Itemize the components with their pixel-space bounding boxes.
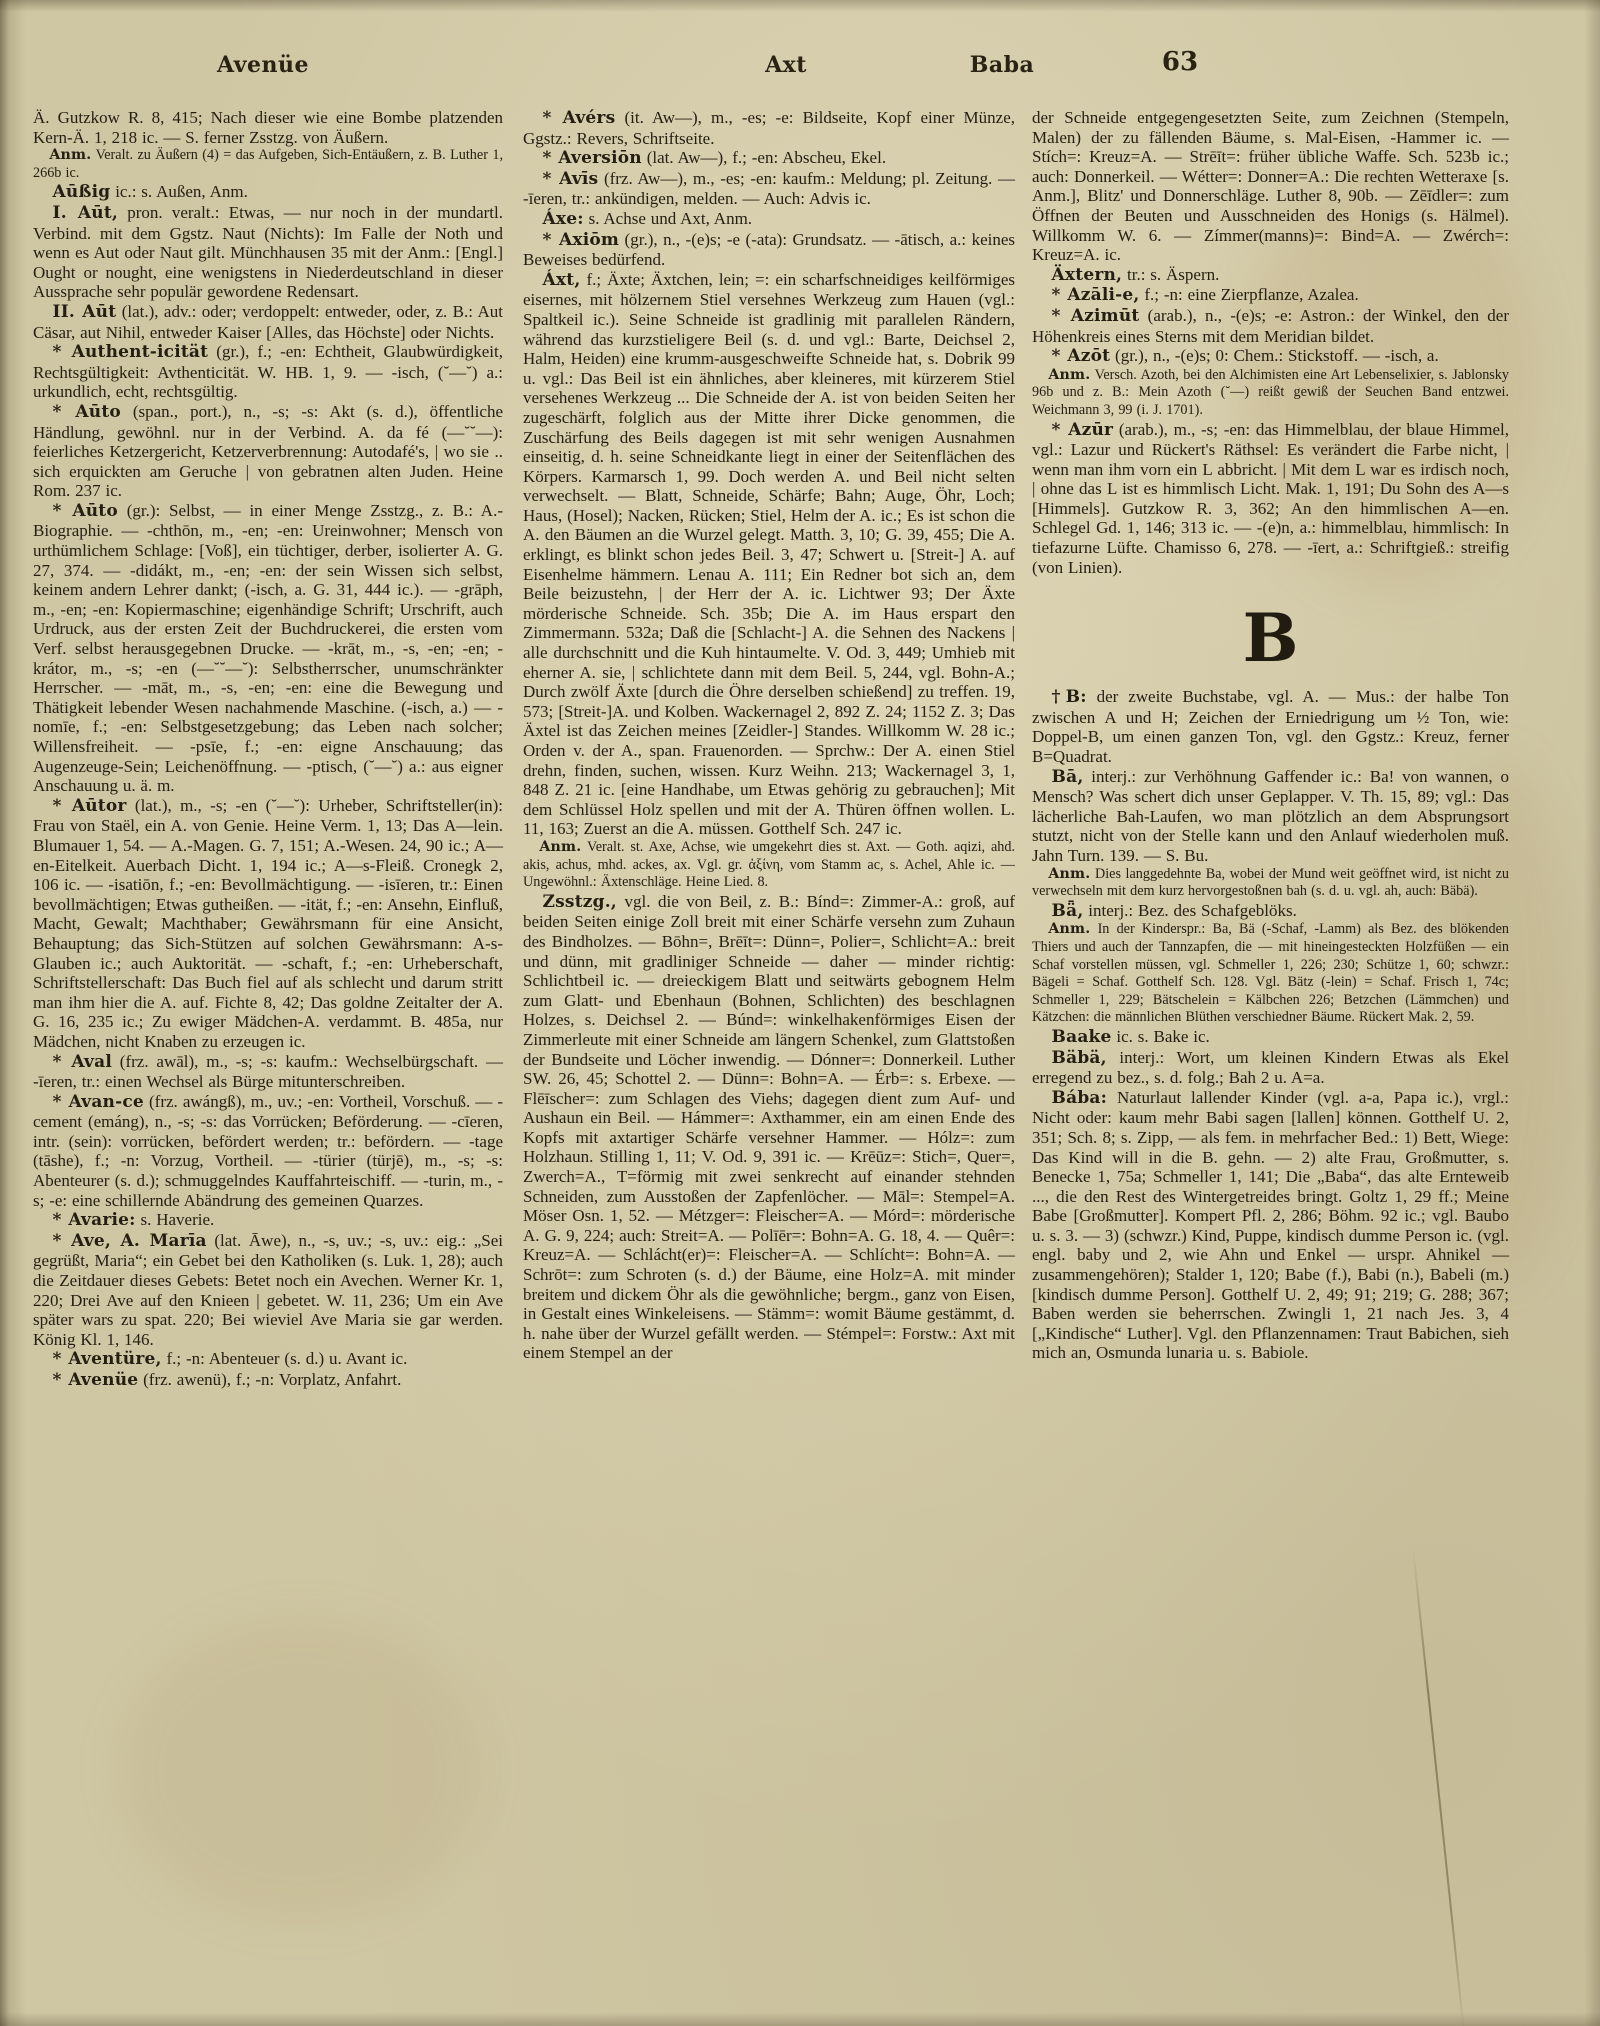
entry-text: vgl. die von Beil, z. B.: Bínd=: Zimmer-A.: groß, auf beiden Seiten einige Zoll breit mit einer Schärfe versehn zum Zuhaun des Bindholzes. — Bōhn=, Brēīt=: Dünn=, Polier=, Schlicht=A.: breit und dünn, mit gradliniger Schneide — daher — minder richtig: Schlichtbeil ic. — dreieckigem Blatt und seitwärts gebognem Helm zum Glatt- und Ebenhaun (Bohnen, Schlichten) des beschlagnen Holzes, s. Deichsel 2. — Búnd=: winkelhakenförmiges Eisen der Zimmerleute mit einer Schneide am längern Schenkel, zum Glattstoßen der Bundseite und Löcher inwendig. — Dónner=: Donnerkeil. Luther SW. 26, 45; Schottel 2. — Dünn=: Bohn=A. — Érb=: s. Erbexe. — Flēīscher=: zum Schlagen des Viehs; dagegen dient zum Auf- und Aushaun ein Beil. — Hámmer=: Axthammer, ein am einen Ende des Kopfs mit axtartiger Schärfe versehner Hammer. — Hólz=: zum Holzhaun. Stilling 1, 11; V. Od. 9, 391 ic. — Krēūz=: Stich=, Quer=, Zwerch=A., T=förmig mit zwei senkrecht auf einander stehnden Schneiden, zum Ausstoßen der Zapfenlöcher. — Māl=: Stempel=A. Möser Osn. 1, 52. — Métzger=: Fleischer=A. — Mórd=: mörderische A. G. 9, 224; auch: Streit=A. — Polīēr=: Bohn=A. G. 18, 4. — Quêr=: Kreuz=A. — Schlácht(er)=: Fleischer=A. — Schlícht=: Bohn=A. — Schrōt=: zum Schroten (s. d.) der Bäume, eine Holz=A. mit minder breitem und dickem Öhr als die gewöhnliche; bergm., ganz von Eisen, in Gestalt eines Winkeleisens. — Stämm=: womit Bäume gestämmt, d. h. nahe über der Wurzel gefällt werden. — Stémpel=: Forstw.: Axt mit einem Stempel an der	[523, 891, 1015, 1363]
headword: * Axiōm	[542, 229, 620, 250]
column-3	[1032, 108, 1509, 1363]
entry-text: f.; Äxte; Äxtchen, lein; =: ein scharfschneidiges keilförmiges eisernes, mit hölzernem Stiel versehnes Werkzeug zum Hauen (vgl.: Spaltkeil ic.). Seine Schneide ist gradlinig mit parallelen Rändern, während das kurzstieligere Beil (s. d. und vgl.: Barte, Deichsel 2, Halm, Heiden) eine krumm-ausgeschweifte Schneide hat, s. Dobrik 99 u. vgl.: Das Beil ist ein ähnliches, aber kleineres, mit kürzerem Stiel versehenes Werkzeug ... Die Schneide der A. ist von beiden Seiten her zugeschärft, folglich aus der Mitte ihrer Dicke genommen, die Zuschärfung des Beils dagegen ist mit sehr wenigen Ausnahmen einseitig, d. h. seine Schneidkante liegt in einer der Seitenflächen des Körpers. Karmarsch 1, 99. Doch werden A. und Beil nicht selten verwechselt. — Blatt, Schneide, Schärfe; Bahn; Auge, Öhr, Loch; Haus, (Hosel); Nacken, Rücken; Stiel, Helm der A. ic.; Es ist schon die A. den Bäumen an die Wurzel gelegt. Matth. 3, 10; G. 39, 455; Die A. erklingt, es blinkt schon jedes Beil. 3, 47; Schwert u. [Streit-] A. auf Eisenhelme hämmern. Lenau A. 111; Ein Redner bot sich an, dem Beile beizustehn, | der Herr der A. ic. Lichtwer 93; Der Äxte mörderische Schneide. Sch. 35b; Die A. im Haus erspart den Zimmermann. 532a; Daß die [Schlacht-] A. die Sehnen des Nackens | alle durchschnitt und die Kuh hintaumelte. V. Od. 3, 449; Umhieb mit eherner A. sie, | schlichtete dann mit dem Beil. 5, 244, vgl. Bohn-A.; Durch zwölf Äxte [durch die Öhre derselben schießend] zu treffen. 19, 573; [Streit-]A. und Kolben. Wackernagel 2, 892 Z. 24; 1152 Z. 3; Das Äxtel ist das Zeichen meines [Zeidler-] Standes. Willkomm W. 28 ic.; Orden v. der A., span. Frauenorden. — Sprchw.: Der A. einen Stiel drehn, finden, suchen, wissen. Kurz Weihn. 213; Wackernagel 3, 1, 848 Z. 21 ic. [eine Handhabe, um Etwas gehörig zu gebrauchen]; Mit dem Schlüssel Holz spellen und mit der A. Thüren öffnen wollen. L. 11, 163; Zuerst an die A. müssen. Gotthelf Sch. 247 ic.	[523, 269, 1015, 839]
column-1	[33, 108, 503, 1391]
headword: Bäbä,	[1051, 1047, 1107, 1068]
entry-text: s. Achse und Axt, Anm.	[583, 208, 753, 228]
entry-text: (gr.), n., -(e)s; 0: Chem.: Stickstoff. — -isch, a.	[1110, 346, 1439, 366]
dictionary-entry	[1032, 420, 1509, 578]
entry-text: Ä. Gutzkow R. 8, 415; Nach dieser wie eine Bombe platzenden Kern-Ä. 1, 218 ic. — S. ferner Zsstzg. von Äußern.	[33, 108, 503, 147]
headword: Áxt,	[542, 269, 581, 290]
annotation-note	[1032, 866, 1509, 901]
headword: Anm.	[49, 147, 92, 164]
dictionary-entry	[1032, 306, 1509, 346]
entry-text: (gr.): Selbst, — in einer Menge Zsstzg., z. B.: A.-Biographie. — -chthōn, m., -en; -en: Ureinwohner; Mensch von urthümlichem Schlage: [Voß], ein tüchtiger, derber, isolierter A. G. 27, 374. — -didákt, m., -en; -en: der sein Wissen sich selbst, keinem andern Lehrer dankt; (-isch, a. G. 31, 444 ic.). — -grāph, m., -en; -en: Kopiermaschine; eigenhändige Schrift; Urschrift, auch Urdruck, aus der ersten Zeit der Buchdruckerei, die ersten vom Verf. selbst herausgegebnen Drucke. — -krāt, m., -s, -en; -en; -krátor, m., -s; -en (—˘˘—˘): Selbstherrscher, unumschränkter Herrscher. — -māt, m., -s, -en; -en: eine die Bewegung und Thätigkeit lebender Wesen nachahmende Maschine. (-isch, a.) — -nomīe, f.; -en: Selbstgesetzgebung; das Leben nach solcher; Willensfreiheit. — -psīe, f.; -en: eigne Anschauung; das Augenzeuge-Sein; Leichenöffnung. — -ptisch, (˘—˘) a.: aus eigner Anschauung u. ä. m.	[33, 500, 503, 796]
dictionary-entry	[33, 1370, 503, 1391]
entry-text: (frz. Aw—), m., -es; -en: kaufm.: Meldung; pl. Zeitung. — -īeren, tr.: ankündigen, melden. — Auch: Advis ic.	[523, 168, 1015, 209]
page-number: 63	[1161, 47, 1199, 77]
running-head-center: Axt	[765, 52, 807, 78]
dictionary-entry	[1032, 346, 1509, 367]
headword: Anm.	[1048, 366, 1091, 383]
dictionary-entry	[523, 209, 1015, 230]
entry-text: der zweite Buchstabe, vgl. A. — Mus.: der halbe Ton zwischen A und H; Zeichen der Erniedrigung um ½ Ton, wie: Doppel-B, um einen ganzen Ton, vgl. den Ggstz.: Kreuz, ferner B=Quadrat.	[1032, 687, 1509, 767]
dictionary-entry	[33, 1349, 503, 1370]
headword: * Aūto	[52, 500, 118, 521]
page-crease	[1412, 1548, 1465, 2026]
entry-text: (it. Aw—), m., -es; -e: Bildseite, Kopf einer Münze, Ggstz.: Revers, Schriftseite.	[523, 108, 1016, 148]
entry-text: tr.: s. Äspern.	[1122, 264, 1220, 284]
entry-text: ic.: s. Außen, Anm.	[110, 182, 248, 202]
dictionary-entry	[523, 270, 1015, 839]
entry-text: Versch. Azoth, bei den Alchimisten eine Art Lebenselixier, s. Jablonsky 96b und z. B.: Mein Azoth (˘—) reißt gewiß der Seuchen Band entzwei. Weichmann 3, 99 (i. J. 1701).	[1032, 366, 1509, 418]
headword: * Aventüre,	[52, 1349, 162, 1370]
dictionary-entry	[1032, 265, 1509, 286]
dictionary-entry	[33, 1231, 503, 1350]
column-2	[523, 108, 1015, 1363]
headword: * Avérs	[542, 108, 616, 128]
headword: I. Aūt,	[52, 202, 119, 223]
entry-text: interj.: Bez. des Schafgeblöks.	[1083, 900, 1297, 920]
entry-text: (span., port.), n., -s; -s: Akt (s. d.), öffentliche Händlung, gewöhnl. nur in der Verbind. A. da fé (—˘˘—): feierliches Ketzergericht, Ketzerverbrennung: Autodafé's, | wo sie .. sich erquickten am Geruche | von gebratnen alten Juden. Heine Rom. 237 ic.	[33, 401, 503, 501]
dictionary-entry	[523, 108, 1015, 148]
continuation-paragraph	[33, 108, 503, 147]
section-letter: B	[1242, 599, 1299, 678]
dictionary-entry	[1032, 1088, 1509, 1363]
entry-text: pron. veralt.: Etwas, — nur noch in der mundartl. Verbind. mit dem Ggstz. Naut (Nichts): Im Falle der Noth und wenn es Aut oder Naut gilt. Münchhausen 35 mit der Anm.: [Engl.] Ought or nought, eine wenigstens in Niederdeutschland in dieser Aussprache sehr populär gewordene Redensart.	[33, 202, 503, 302]
running-head-left: Avenüe	[217, 52, 309, 78]
entry-text: Naturlaut lallender Kinder (vgl. a-a, Papa ic.), vrgl.: Nicht oder: kaum mehr Babi sagen [lallen] können. Gotthelf U. 2, 351; Sch. 8; s. Zipp, — als fem. in mehrfacher Bed.: 1) Bett, Wiege: Das Kind will in die B. gehn. — 2) alte Frau, Großmutter, s. Benecke 1, 75a; Schmeller 1, 141; Die „Baba“, das alte Ernteweib ..., die den Rest des Wintergetreides bringt. Goltz 1, 29 ff.; Meine Babe [Großmutter]. Kompert Pfl. 2, 286; Böhm. 92 ic.; vgl. Baubo u. s. 3. — 3) (schwzr.) Kind, Puppe, kindisch dumme Person ic. (vgl. engl. baby und 2, wie Ahn und Enkel — urspr. Ahnikel — zusammengehören); Stalder 1, 120; Babe (f.), Babi (n.), Babeli (m.) [kindisch dumme Person]. Gotthelf U. 2, 49; 91; 219; G. 288; 367; Baben werden sie beherrschen. Zwingli 1, 21 nach Jes. 3, 4 [„Kindische“ Luther]. Vgl. den Pflanzennamen: Traut Babichen, sieh mich an, Osmunda lunaria u. s. Babiole.	[1032, 1087, 1509, 1363]
headword: * Avan-ce	[52, 1091, 144, 1112]
headword: Áxe:	[542, 208, 584, 229]
entry-text: f.; -n: eine Zierpflanze, Azalea.	[1139, 285, 1359, 305]
dictionary-entry	[1032, 687, 1509, 766]
entry-text: (gr.), n., -(e)s; -e (-ata): Grundsatz. — -ātisch, a.: keines Beweises bedürfend.	[523, 229, 1016, 270]
dictionary-entry	[1032, 901, 1509, 922]
dictionary-entry	[33, 182, 503, 203]
entry-text: der Schneide entgegengesetzten Seite, zum Zeichnen (Stempeln, Malen) der zu fällenden Bäume, s. Mal-Eisen, -Hammer ic. — Stích=: Kreuz=A. — Strēīt=: früher übliche Waffe. Sch. 523b ic.; auch: Donnerkeil. — Wétter=: Donner=A.: Die rechten Wetteraxe [s. Anm.], Blitz' und Donnerschläge. Luther 8, 90b. — Zēīdler=: zum Öffnen der Beuten und Ausschneiden des Honigs (s. Hälmel). Willkomm W. 6. — Zímmer(manns)=: Bind=A. — Zwérch=: Kreuz=A. ic.	[1032, 108, 1509, 265]
headword: Anm.	[1048, 865, 1091, 882]
dictionary-entry	[33, 1092, 503, 1211]
headword: * Aval	[52, 1051, 112, 1072]
entry-text: s. Haverie.	[135, 1210, 215, 1230]
running-head-right: Baba	[969, 52, 1035, 78]
headword: * Avarie:	[52, 1210, 136, 1231]
headword: * Avenüe	[52, 1370, 139, 1390]
dictionary-entry	[33, 203, 503, 302]
headword: * Azūr	[1051, 419, 1114, 440]
dictionary-entry	[523, 169, 1015, 209]
headword: Äxtern,	[1051, 264, 1123, 285]
entry-text: ic. s. Bake ic.	[1111, 1026, 1210, 1046]
dictionary-entry	[1032, 285, 1509, 306]
headword: Bǟ,	[1051, 900, 1084, 921]
entry-text: (frz. awángß), m., uv.; -en: Vortheil, Vorschuß. — -cement (emáng), n., -s; -s: das Vorrücken; Beförderung. — -cīeren, intr. (sein): vorrücken, befördert werden; tr.: befördern. — -tage (tāshe), f.; -n: Vorzug, Vortheil. — -türier (türjē), m., -s; -s: Abenteurer (s. d.); schmuggelndes Kauffahrteischiff. — -turin, m., -s; -e: eine schillernde Abändrung des gemeinen Quarzes.	[33, 1091, 503, 1210]
headword: * Avīs	[542, 168, 599, 189]
headword: * Aūtor	[52, 795, 127, 816]
headword: †B:	[1051, 687, 1087, 708]
entry-text: (arab.), n., -(e)s; -e: Astron.: der Winkel, den der Höhenkreis eines Sterns mit dem Meridian bildet.	[1032, 305, 1510, 346]
headword: Baake	[1051, 1026, 1112, 1047]
continuation-paragraph	[1032, 108, 1509, 265]
dictionary-entry	[523, 230, 1015, 270]
dictionary-entry	[1032, 1027, 1509, 1048]
dictionary-entry	[33, 402, 503, 501]
dictionary-entry	[33, 501, 503, 796]
entry-text: Veralt. zu Äußern (4) = das Aufgeben, Sich-Entäußern, z. B. Luther 1, 266b ic.	[33, 147, 503, 181]
entry-text: (lat.), adv.: oder; verdoppelt: entweder, oder, z. B.: Aut Cäsar, aut Nihil, entweder Kaiser [Alles, das Höchste] oder Nichts.	[33, 301, 503, 342]
dictionary-entry	[33, 302, 503, 342]
entry-text: f.; -n: Abenteuer (s. d.) u. Avant ic.	[161, 1349, 408, 1369]
entry-text: Veralt. st. Axe, Achse, wie umgekehrt dies st. Axt. — Goth. aqizi, ahd. akis, achus, mhd. ackes, ax. Vgl. gr. ἀξίνη, vom Stamm ac, s. Achel, Ahle ic. — Ungewöhnl.: Äxtenschläge. Heine Lied. 8.	[523, 838, 1015, 891]
entry-text: (arab.), m., -s; -en: das Himmelblau, der blaue Himmel, vgl.: Lazur und Rückert's Räthsel: Es verändert die Farbe nicht, | wenn man ihm vorn ein L abbricht. | Mit dem L war es irdisch noch, | ohne das L ist es himmlisch Licht. Mak. 1, 191; Du Sohn des A—s [Himmels]. Gutzkow R. 3, 362; An den himmlischen A—en. Schlegel Gd. 1, 146; 313 ic. — -(e)n, a.: himmelblau, himmlisch: In tiefazurne Lüfte. Chamisso 6, 278. — -īert, a.: Schriftgieß.: streifig (von Linien).	[1032, 419, 1509, 577]
headword: * Azāli-e,	[1051, 285, 1140, 306]
entry-text: (lat. Aw—), f.; -en: Abscheu, Ekel.	[641, 148, 887, 168]
headword: Bába:	[1051, 1087, 1108, 1108]
entry-text: (lat. Āwe), n., -s, uv.; -s, uv.: eig.: „Sei gegrüßt, Maria“; ein Gebet bei den Katholiken (s. Luk. 1, 28); auch die Zeitdauer dieses Gebets: Betet noch ein Avechen. Werner Kr. 1, 220; Drei Ave auf den Knieen | gebetet. W. 11, 236; Um ein Ave später wars zu spat. 220; Bei wieviel Ave Maria sie gar werden. König Kl. 1, 146.	[33, 1230, 503, 1349]
headword: * Azōt	[1051, 346, 1111, 367]
dictionary-entry	[33, 342, 503, 402]
annotation-note	[1032, 921, 1509, 1027]
entry-text: (frz. awenü), f.; -n: Vorplatz, Anfahrt.	[138, 1370, 402, 1389]
headword: Anm.	[539, 838, 582, 855]
entry-text: (lat.), m., -s; -en (˘—˘): Urheber, Schriftsteller(in): Frau von Staël, ein A. von Genie. Heine Verm. 1, 13; Das A—lein. Blumauer 1, 54. — A.-Magen. G. 7, 151; A.-Wesen. 24, 90 ic.; A—en-Eitelkeit. Auerbach Dicht. 1, 194 ic.; A—s-Fleiß. Cronegk 2, 106 ic. — -isatiōn, f.; -en: Bevollmächtigung. — -isīeren, tr.: Einen bevollmächtigen; Etwas gutheißen. — -ität, f.; -en: Ansehn, Einfluß, Macht, Gewalt; Machthaber; Gewährsmann für eine Ansicht, Behauptung; das Sich-Stützen auf solchen Gewährsmann: A-s-Glauben ic.; auch Auktorität. — -schaft, f.; -en: Urheberschaft, Schriftstellerschaft: Das Buch fiel auf als schlecht und darum stritt man ihm hier die A. auf. Fichte 8, 42; Das goldne Zeitalter der A. G. 16, 235 ic.; Zu ewiger Mädchen-A. verdammt. B. 485a, nur Mädchen, nicht Knaben zu erzeugen ic.	[33, 795, 503, 1051]
annotation-note	[523, 839, 1015, 892]
paper-stain	[120, 1620, 480, 1920]
entry-text: (gr.), f.; -en: Echtheit, Glaubwürdigkeit, Rechtsgültigkeit: Avthenticität. W. HB. 1, 9. — -isch, (˘—˘) a.: urkundlich, echt, rechtsgültig.	[33, 342, 504, 402]
dictionary-entry	[1032, 767, 1509, 866]
entry-text: Dies langgedehnte Ba, wobei der Mund weit geöffnet wird, ist nicht zu verwechseln mit dem kurz hervorgestoßnen bah (s. d. u. vgl. ah, auch: Bäbä).	[1032, 865, 1509, 900]
headword: * Azimūt	[1051, 305, 1140, 326]
entry-text: In der Kinderspr.: Ba, Bä (-Schaf, -Lamm) als Bez. des blökenden Thiers und auch der Tannzapfen, die — mit hineingesteckten Holzfüßen — ein Schaf vorstellen müssen, vgl. Schmeller 1, 226; 230; Schütze 1, 60; schwzr.: Bägeli = Schaf. Gotthelf Sch. 128. Vgl. Bätz (-lein) = Schaf. Frisch 1, 74c; Schmeller 1, 229; Bätschelein = Kälbchen 226; Betzchen (Lämmchen) und Kätzchen: die männlichen Blüthen verschiedner Bäume. Rückert Mak. 2, 59.	[1032, 921, 1509, 1026]
headword: II. Aūt	[52, 301, 117, 322]
dictionary-entry	[33, 1210, 503, 1231]
dictionary-entry	[33, 1052, 503, 1092]
headword: Anm.	[1048, 921, 1091, 938]
headword: Bā,	[1051, 766, 1084, 787]
headword: * Ave, A. Marīa	[52, 1230, 207, 1251]
entry-text: interj.: Wort, um kleinen Kindern Etwas als Ekel erregend zu bez., s. d. folg.; Bah 2 u. A=a.	[1032, 1047, 1509, 1088]
dictionary-entry	[523, 892, 1015, 1363]
entry-text: interj.: zur Verhöhnung Gaffender ic.: Ba! von wannen, o Mensch? Was schert dich unser Geplapper. V. Th. 15, 89; vgl.: Das lächerliche Bah-Laufen, wo man plötzlich an dem Absprungsort stutzt, nicht von der Stelle kann und den Anlauf wiederholen muß. Jahn Turn. 139. — S. Bu.	[1032, 766, 1509, 865]
dictionary-entry	[33, 796, 503, 1052]
dictionary-entry	[1032, 1048, 1509, 1088]
annotation-note	[1032, 367, 1509, 420]
headword: Aūßig	[52, 182, 111, 203]
entry-text: (frz. awāl), m., -s; -s: kaufm.: Wechselbürgschaft. — -īeren, tr.: einen Wechsel als Bürge mitunterschreiben.	[33, 1051, 503, 1092]
headword: Zsstzg.,	[542, 891, 617, 912]
dictionary-entry	[523, 148, 1015, 169]
headword: * Aversiōn	[542, 148, 642, 169]
headword: * Authent-icität	[52, 342, 209, 363]
headword: * Aūto	[52, 401, 121, 422]
annotation-note	[33, 147, 503, 182]
